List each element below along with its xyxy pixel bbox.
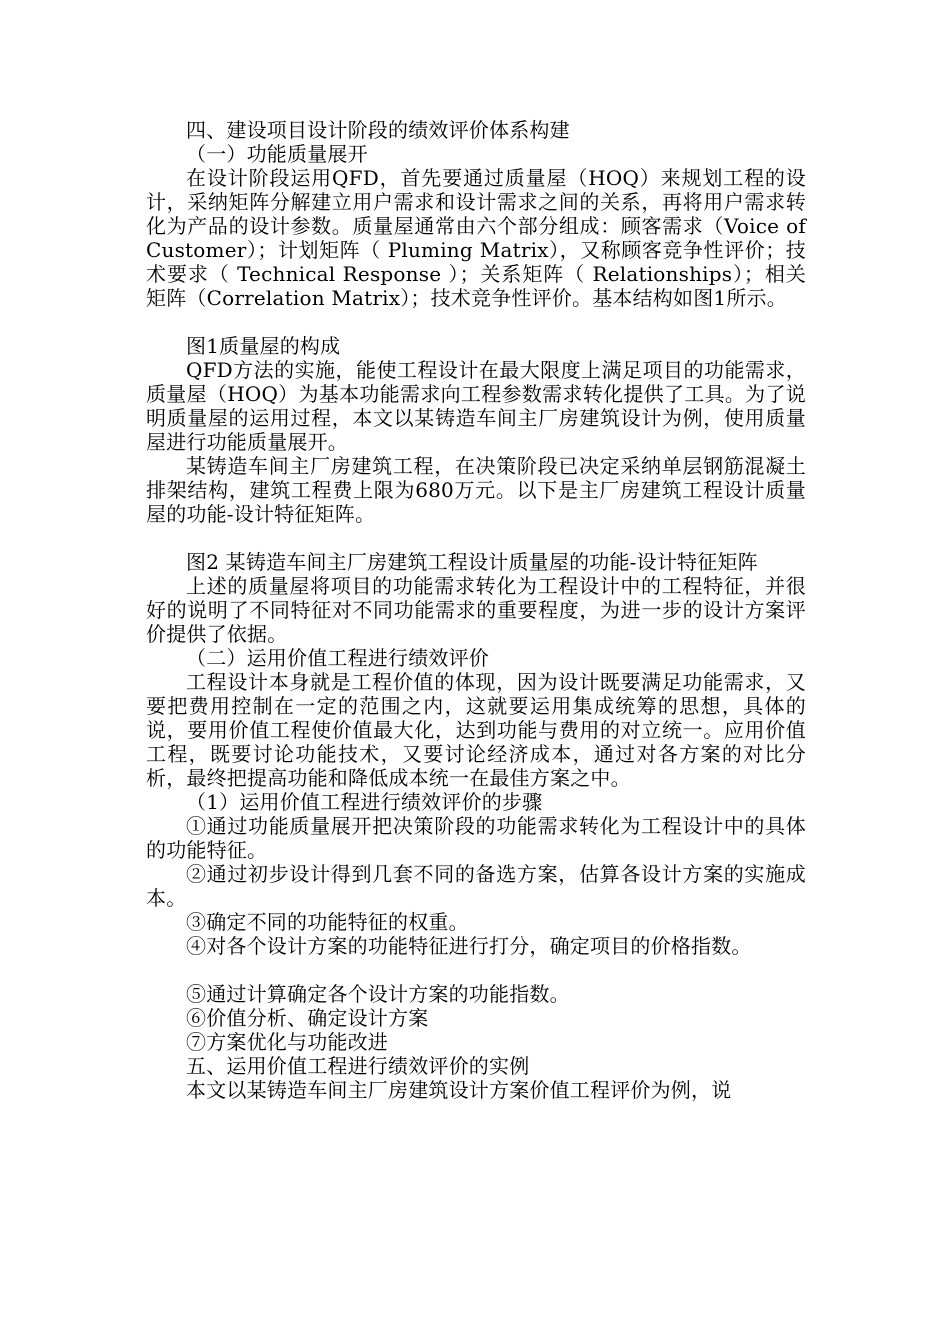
- body-paragraph: 本文以某铸造车间主厂房建筑设计方案价值工程评价为例，说: [186, 1078, 732, 1102]
- step-heading: （1）运用价值工程进行绩效评价的步骤: [186, 790, 543, 814]
- blank-line: [146, 310, 806, 334]
- subsection-heading: （二）运用价值工程进行绩效评价: [186, 646, 489, 670]
- figure-caption: 图2 某铸造车间主厂房建筑工程设计质量屋的功能-设计特征矩阵: [186, 550, 758, 574]
- figure-caption: 图1质量屋的构成: [186, 334, 341, 358]
- body-paragraph: 上述的质量屋将项目的功能需求转化为工程设计中的工程特征，并很好的说明了不同特征对不同功能需求的重要程度，为进一步的设计方案评价提供了依据。: [146, 574, 806, 646]
- step-item: ⑤通过计算确定各个设计方案的功能指数。: [186, 982, 570, 1006]
- section-heading: 五、运用价值工程进行绩效评价的实例: [186, 1054, 530, 1078]
- body-paragraph: 某铸造车间主厂房建筑工程，在决策阶段已决定采纳单层钢筋混凝土排架结构，建筑工程费上限为680万元。以下是主厂房建筑工程设计质量屋的功能-设计特征矩阵。: [146, 454, 806, 526]
- document-page: [146, 118, 806, 1102]
- step-item: ⑥价值分析、确定设计方案: [186, 1006, 429, 1030]
- step-item: ①通过功能质量展开把决策阶段的功能需求转化为工程设计中的具体的功能特征。: [146, 814, 806, 862]
- section-heading: 四、建设项目设计阶段的绩效评价体系构建: [186, 118, 570, 142]
- step-item: ②通过初步设计得到几套不同的备选方案，估算各设计方案的实施成本。: [146, 862, 806, 910]
- body-paragraph: 工程设计本身就是工程价值的体现，因为设计既要满足功能需求，又要把费用控制在一定的范围之内，这就要运用集成统筹的思想，具体的说，要用价值工程使价值最大化，达到功能与费用的对立统一。应用价值工程，既要讨论功能技术，又要讨论经济成本，通过对各方案的对比分析，最终把提高功能和降低成本统一在最佳方案之中。: [146, 670, 806, 790]
- step-item: ③确定不同的功能特征的权重。: [186, 910, 469, 934]
- blank-line: [146, 958, 806, 982]
- blank-line: [146, 526, 806, 550]
- step-item: ⑦方案优化与功能改进: [186, 1030, 388, 1054]
- subsection-heading: （一）功能质量展开: [186, 142, 368, 166]
- body-paragraph: QFD方法的实施，能使工程设计在最大限度上满足项目的功能需求，质量屋（HOQ）为基本功能需求向工程参数需求转化提供了工具。为了说明质量屋的运用过程，本文以某铸造车间主厂房建筑设计为例，使用质量屋进行功能质量展开。: [146, 358, 806, 454]
- step-item: ④对各个设计方案的功能特征进行打分，确定项目的价格指数。: [186, 934, 752, 958]
- body-paragraph: 在设计阶段运用QFD，首先要通过质量屋（HOQ）来规划工程的设计，采纳矩阵分解建立用户需求和设计需求之间的关系，再将用户需求转化为产品的设计参数。质量屋通常由六个部分组成：顾客需求（Voice of Customer）；计划矩阵（ Pluming Matrix），又称顾客竞争性评价；技术要求（ Technical Response ）；关系矩阵（ Relationships）；相关矩阵（Correlation Matrix）；技术竞争性评价。基本结构如图1所示。: [146, 166, 806, 310]
